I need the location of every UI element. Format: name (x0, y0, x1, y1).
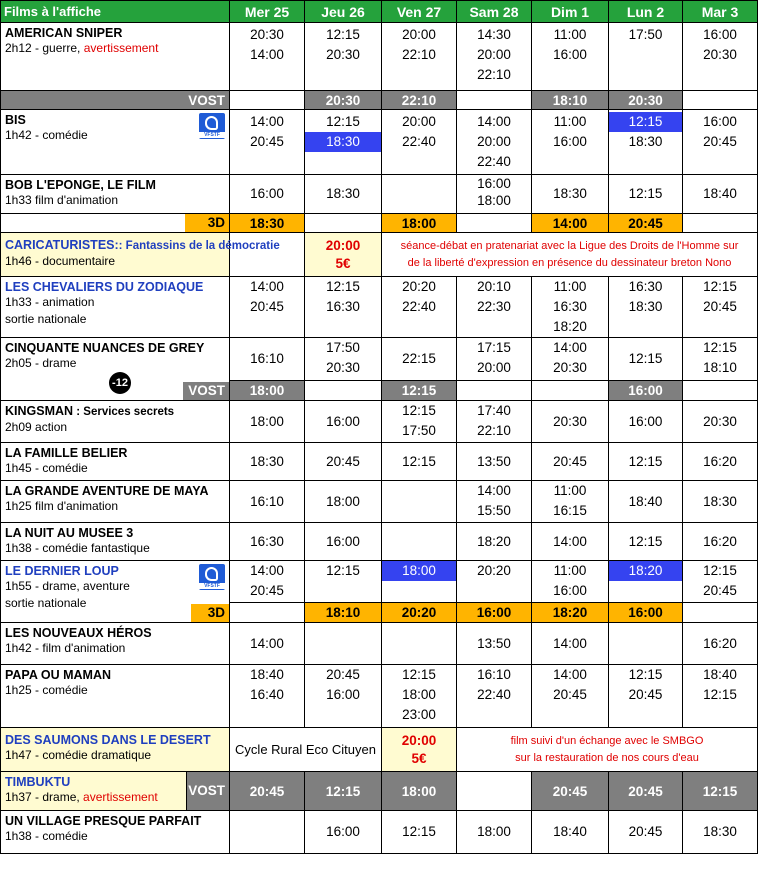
film-row (1, 811, 758, 854)
showtime[interactable]: 12:15 (703, 279, 737, 294)
film-cell (1, 623, 230, 665)
day-header: Ven 27 (382, 1, 457, 23)
showtime[interactable]: 18:00 (402, 687, 436, 702)
vost-showtime[interactable]: 20:30 (609, 91, 683, 110)
3d-showtime[interactable]: 14:00 (532, 214, 609, 233)
showtime[interactable]: 16:00 (553, 583, 587, 598)
film-info: 1h45 - comédie (5, 461, 88, 475)
showtime[interactable]: 14:00 (250, 635, 284, 651)
showtime[interactable]: 11:00 (553, 27, 587, 42)
empty-slot (382, 623, 457, 665)
showtime[interactable]: 18:40 (628, 493, 663, 509)
showtime[interactable]: 12:15 (703, 687, 737, 702)
3d-showtime[interactable]: 16:00 (609, 603, 683, 623)
film-cell (1, 338, 230, 401)
showtime[interactable]: 20:45 (703, 583, 737, 598)
vost-slot (457, 91, 532, 110)
film-info: 1h42 - comédie (5, 128, 88, 142)
showtime[interactable]: 14:00 (553, 340, 587, 355)
showtime[interactable]: 22:40 (402, 134, 436, 149)
showtime[interactable]: 16:30 (326, 299, 360, 314)
showtime[interactable]: 16:00 (326, 687, 360, 702)
accessible-showtime[interactable]: 18:20 (609, 561, 682, 581)
cycle-label: Cycle Rural Eco Cituyen (230, 728, 382, 772)
film-row (1, 175, 758, 214)
film-info: 1h37 - drame, (5, 790, 84, 804)
film-row (1, 728, 758, 772)
empty-slot (305, 623, 382, 665)
showtime[interactable]: 18:40 (703, 667, 737, 682)
showtime[interactable]: 12:15 (402, 403, 436, 418)
film-title[interactable]: UN VILLAGE PRESQUE PARFAIT (5, 814, 202, 828)
event-price: 5€ (411, 750, 427, 766)
film-cell (1, 811, 230, 854)
showtime[interactable]: 14:00 (477, 483, 511, 498)
showtime[interactable]: 16:00 (553, 47, 587, 62)
film-cell (1, 277, 230, 338)
film-title[interactable]: LA GRANDE AVENTURE DE MAYA (5, 484, 209, 498)
showtime[interactable]: 18:30 (703, 824, 737, 839)
showtime[interactable]: 16:10 (250, 351, 284, 367)
showtime[interactable]: 18:00 (477, 193, 511, 208)
film-info: 1h33 - animation (5, 295, 95, 309)
vost-tag: VOST (186, 772, 229, 810)
film-info: 1h25 - comédie (5, 683, 88, 697)
event-note-line: sur la restauration de nos cours d'eau (515, 751, 699, 764)
showtime[interactable]: 16:40 (250, 687, 284, 702)
showtime[interactable]: 14:00 (553, 667, 587, 682)
day-header: Jeu 26 (305, 1, 382, 23)
film-cell (1, 772, 230, 811)
film-warning: avertissement (83, 41, 159, 55)
showtime[interactable]: 16:00 (326, 824, 360, 839)
showtime[interactable]: 18:30 (326, 186, 360, 201)
showtime[interactable]: 20:00 (477, 134, 511, 149)
showtime[interactable]: 18:20 (477, 533, 511, 549)
accessible-showtime[interactable]: 18:00 (382, 561, 456, 581)
film-info: 2h12 - guerre, (5, 41, 84, 55)
showtime[interactable]: 18:30 (628, 299, 663, 314)
showtime[interactable]: 20:30 (553, 360, 587, 375)
film-title[interactable]: TIMBUKTU (5, 775, 71, 789)
film-row (1, 23, 758, 91)
showtime[interactable]: 20:10 (477, 279, 511, 294)
showtime[interactable]: 20:20 (402, 279, 436, 294)
film-row (1, 481, 758, 523)
film-warning: avertissement (83, 790, 158, 804)
event-note-line: séance-débat en pratenariat avec la Ligue des Droits de l'Homme sur (400, 239, 739, 252)
vost-showtime[interactable]: 12:15 (305, 772, 382, 811)
showtime[interactable]: 20:30 (250, 27, 284, 42)
event-time[interactable]: 20:00 (325, 237, 361, 253)
showtime[interactable]: 20:20 (477, 563, 511, 578)
film-cell (1, 523, 230, 561)
day-header: Lun 2 (609, 1, 683, 23)
showtime[interactable]: 16:10 (250, 493, 284, 509)
showtime[interactable]: 20:30 (326, 47, 360, 62)
showtime[interactable]: 16:00 (477, 176, 511, 191)
film-title[interactable]: LA NUIT AU MUSEE 3 (5, 526, 134, 540)
3d-showtime[interactable]: 18:20 (532, 603, 609, 623)
showtime[interactable]: 16:20 (703, 635, 737, 651)
accessible-showtime[interactable]: 18:30 (305, 132, 381, 152)
vost-slot (457, 381, 532, 401)
vost-showtime[interactable]: 16:00 (609, 381, 683, 401)
accessible-showtime[interactable]: 12:15 (609, 112, 682, 132)
film-row (1, 401, 758, 443)
film-subtitle: : Services secrets (73, 406, 175, 418)
showtime[interactable]: 14:00 (477, 114, 511, 129)
showtime[interactable]: 11:00 (553, 563, 587, 578)
film-cell (1, 728, 230, 772)
film-cell (1, 561, 230, 623)
film-row (1, 110, 758, 175)
showtime[interactable]: 18:10 (703, 360, 737, 375)
showtime[interactable]: 18:40 (250, 667, 284, 682)
3d-showtime[interactable]: 18:00 (382, 214, 457, 233)
film-info: 1h38 - comédie fantastique (5, 541, 150, 555)
film-info: 2h09 action (5, 420, 68, 434)
film-title[interactable]: LA FAMILLE BELIER (5, 446, 128, 460)
showtime[interactable]: 20:45 (326, 453, 360, 469)
showtime[interactable]: 12:15 (628, 351, 663, 367)
showtime[interactable]: 17:40 (477, 403, 511, 418)
film-row (1, 665, 758, 728)
showtime[interactable]: 12:15 (402, 453, 436, 469)
showtime[interactable]: 20:45 (628, 687, 663, 702)
vost-tag: VOST (1, 91, 230, 110)
vost-showtime[interactable]: 12:15 (683, 772, 758, 811)
film-subtitle: : Fantassins de la démocratie (118, 240, 280, 252)
showtime[interactable]: 20:00 (402, 27, 436, 42)
showtime[interactable]: 18:20 (553, 319, 587, 334)
vost-showtime[interactable]: 22:10 (382, 91, 457, 110)
showtime[interactable]: 22:40 (477, 154, 511, 169)
showtime[interactable]: 18:00 (477, 824, 511, 839)
showtime[interactable]: 22:15 (402, 351, 436, 367)
day-header: Sam 28 (457, 1, 532, 23)
showtime[interactable]: 20:45 (326, 667, 360, 682)
film-cell (1, 665, 230, 728)
vost-showtime[interactable]: 20:45 (230, 772, 305, 811)
film-title[interactable]: LES NOUVEAUX HÉROS (5, 626, 152, 640)
showtime[interactable]: 20:30 (703, 413, 737, 429)
showtime[interactable]: 16:30 (250, 533, 284, 549)
hearing-impaired-icon: VFSTF (199, 564, 225, 590)
film-cell (1, 233, 280, 277)
showtime[interactable]: 20:45 (553, 453, 587, 469)
vost-showtime[interactable]: 20:30 (305, 91, 382, 110)
film-title[interactable]: CINQUANTE NUANCES DE GREY (5, 341, 205, 355)
showtime[interactable]: 17:50 (628, 27, 663, 42)
film-row (1, 277, 758, 338)
showtime[interactable]: 20:30 (553, 413, 587, 429)
film-info: 1h38 - comédie (5, 829, 88, 843)
showtime[interactable]: 16:20 (703, 533, 737, 549)
empty-slot (457, 772, 532, 811)
showtime[interactable]: 22:10 (402, 47, 436, 62)
film-title[interactable]: LES CHEVALIERS DU ZODIAQUE (5, 280, 204, 294)
showtime[interactable]: 20:45 (703, 299, 737, 314)
showtime[interactable]: 20:00 (477, 360, 511, 375)
film-info: 1h46 - documentaire (5, 254, 116, 268)
film-title[interactable]: KINGSMAN (5, 404, 74, 418)
showtime[interactable]: 12:15 (326, 563, 360, 578)
showtime[interactable]: 17:15 (477, 340, 511, 355)
vost-slot (230, 91, 305, 110)
showtime[interactable]: 18:30 (553, 186, 587, 201)
film-release-note: sortie nationale (5, 596, 87, 610)
event-price: 5€ (335, 255, 351, 271)
empty-slot (382, 175, 457, 214)
3d-row (1, 214, 758, 233)
3d-slot (683, 603, 758, 623)
empty-slot (382, 523, 457, 561)
film-cell (1, 481, 230, 523)
showtime[interactable]: 16:00 (703, 27, 737, 42)
film-title[interactable]: AMERICAN SNIPER (5, 26, 123, 40)
event-price-cell (305, 233, 382, 277)
film-row (1, 772, 758, 811)
showtime[interactable]: 14:00 (553, 635, 587, 651)
showtime[interactable]: 12:15 (628, 186, 663, 201)
3d-slot (305, 214, 382, 233)
3d-tag: 3D (185, 214, 229, 232)
day-header: Mer 25 (230, 1, 305, 23)
showtime[interactable]: 16:20 (703, 453, 737, 469)
showtime[interactable]: 20:45 (553, 687, 587, 702)
showtime[interactable]: 23:00 (402, 707, 436, 722)
showtime[interactable]: 18:30 (250, 453, 284, 469)
showtime[interactable]: 13:50 (477, 635, 511, 651)
film-title[interactable]: BIS (5, 113, 26, 127)
3d-slot (230, 603, 305, 623)
film-info: 1h33 film d'animation (5, 193, 119, 207)
film-row (1, 443, 758, 481)
3d-tag-cell (1, 214, 230, 233)
3d-showtime[interactable]: 20:45 (609, 214, 683, 233)
film-title[interactable]: BOB L'EPONGE, LE FILM (5, 178, 156, 192)
showtime[interactable]: 18:30 (628, 134, 663, 149)
showtime[interactable]: 20:30 (703, 47, 737, 62)
showtime[interactable]: 16:00 (703, 114, 737, 129)
event-note-line: film suivi d'un échange avec le SMBGO (510, 734, 704, 747)
showtime[interactable]: 22:10 (477, 67, 511, 82)
vost-slot (683, 381, 758, 401)
event-note (457, 728, 758, 772)
3d-showtime[interactable]: 20:20 (382, 603, 457, 623)
event-price-cell (382, 728, 457, 772)
showtime[interactable]: 18:00 (250, 413, 284, 429)
showtime[interactable]: 14:00 (553, 533, 587, 549)
vost-showtime[interactable]: 20:45 (609, 772, 683, 811)
film-row (1, 523, 758, 561)
showtime[interactable]: 12:15 (703, 563, 737, 578)
showtime[interactable]: 20:45 (250, 583, 284, 598)
showtime[interactable]: 16:00 (250, 186, 284, 201)
showtime[interactable]: 16:00 (326, 533, 360, 549)
vost-tag: VOST (183, 382, 229, 400)
showtime[interactable]: 16:30 (553, 299, 587, 314)
film-title[interactable]: LE DERNIER LOUP (5, 564, 119, 578)
film-info: 1h25 film d'animation (5, 499, 119, 513)
showtime[interactable]: 22:40 (477, 687, 511, 702)
film-info: 1h42 - film d'animation (5, 641, 126, 655)
showtime[interactable]: 12:15 (326, 114, 360, 129)
showtime[interactable]: 14:00 (250, 563, 284, 578)
showtime[interactable]: 12:15 (326, 279, 360, 294)
film-row (1, 338, 758, 381)
showtime[interactable]: 18:40 (553, 824, 587, 839)
showtime[interactable]: 11:00 (553, 114, 587, 129)
showtime[interactable]: 14:30 (477, 27, 511, 42)
hearing-impaired-icon: VFSTF (199, 113, 225, 139)
film-title[interactable]: PAPA OU MAMAN (5, 668, 112, 682)
film-row (1, 623, 758, 665)
showtime[interactable]: 17:50 (326, 340, 360, 355)
3d-showtime[interactable]: 18:10 (305, 603, 382, 623)
film-cell (1, 443, 230, 481)
vost-slot (305, 381, 382, 401)
showtime[interactable]: 12:15 (402, 824, 436, 839)
showtime[interactable]: 11:00 (553, 279, 587, 294)
vost-slot (532, 381, 609, 401)
film-row (1, 561, 758, 603)
3d-showtime[interactable]: 16:00 (457, 603, 532, 623)
film-title[interactable]: CARICATURISTES: (5, 238, 119, 252)
vost-showtime[interactable]: 20:45 (532, 772, 609, 811)
showtime[interactable]: 11:00 (553, 483, 587, 498)
showtime[interactable]: 18:30 (703, 493, 737, 509)
showtime[interactable]: 20:45 (250, 134, 284, 149)
showtime[interactable]: 12:15 (628, 453, 663, 469)
film-info: 2h05 - drame (5, 356, 77, 370)
vost-showtime[interactable]: 12:15 (382, 381, 457, 401)
vost-row (1, 91, 758, 110)
showtime[interactable]: 22:10 (477, 423, 511, 438)
showtime[interactable]: 16:10 (477, 667, 511, 682)
empty-slot (382, 481, 457, 523)
showtime[interactable]: 20:45 (628, 824, 663, 839)
event-note-line: de la liberté d'expression en présence du dessinateur breton Nono (407, 256, 732, 269)
showtime[interactable]: 12:15 (703, 340, 737, 355)
showtime[interactable]: 20:00 (402, 114, 436, 129)
3d-showtime[interactable]: 18:30 (230, 214, 305, 233)
event-time[interactable]: 20:00 (401, 732, 437, 748)
3d-slot (457, 214, 532, 233)
showtime[interactable]: 16:15 (553, 503, 587, 518)
film-title[interactable]: DES SAUMONS DANS LE DESERT (5, 733, 211, 747)
showtime[interactable]: 16:00 (553, 134, 587, 149)
vost-showtime[interactable]: 18:10 (532, 91, 609, 110)
showtime[interactable]: 20:30 (326, 360, 360, 375)
day-header: Dim 1 (532, 1, 609, 23)
showtime[interactable]: 13:50 (477, 453, 511, 469)
film-cell (1, 23, 230, 91)
film-release-note: sortie nationale (5, 312, 87, 326)
showtime[interactable]: 16:00 (628, 413, 663, 429)
showtime[interactable]: 12:15 (402, 667, 436, 682)
film-info: 1h55 - drame, aventure (5, 579, 130, 593)
header-row (1, 1, 758, 23)
showtime[interactable]: 16:30 (628, 279, 663, 294)
films-column-header: Films à l'affiche (1, 1, 230, 23)
showtime[interactable]: 20:00 (477, 47, 511, 62)
film-cell (1, 175, 230, 214)
showtime[interactable]: 12:15 (628, 533, 663, 549)
event-note (382, 233, 758, 277)
age-12-icon: -12 (109, 372, 131, 394)
showtime[interactable]: 14:00 (250, 279, 284, 294)
showtime[interactable]: 16:00 (326, 413, 360, 429)
showtime[interactable]: 12:15 (628, 667, 663, 682)
showtime[interactable]: 20:45 (703, 134, 737, 149)
showtime[interactable]: 18:00 (326, 493, 360, 509)
showtime[interactable]: 20:45 (250, 299, 284, 314)
3d-slot (683, 214, 758, 233)
showtime[interactable]: 22:40 (402, 299, 436, 314)
film-row (1, 233, 758, 277)
film-cell (1, 110, 230, 175)
day-header: Mar 3 (683, 1, 758, 23)
vost-showtime[interactable]: 18:00 (230, 381, 305, 401)
showtime[interactable]: 12:15 (326, 27, 360, 42)
showtime[interactable]: 14:00 (250, 114, 284, 129)
vost-slot (683, 91, 758, 110)
film-cell (1, 401, 230, 443)
3d-tag: 3D (191, 604, 229, 622)
empty-slot (230, 811, 305, 854)
showtime[interactable]: 18:40 (703, 186, 737, 201)
showtime[interactable]: 14:00 (250, 47, 284, 62)
empty-slot (609, 623, 683, 665)
showtime[interactable]: 15:50 (477, 503, 511, 518)
vost-showtime[interactable]: 18:00 (382, 772, 457, 811)
film-info: 1h47 - comédie dramatique (5, 748, 152, 762)
showtime[interactable]: 22:30 (477, 299, 511, 314)
showtime[interactable]: 17:50 (402, 423, 436, 438)
